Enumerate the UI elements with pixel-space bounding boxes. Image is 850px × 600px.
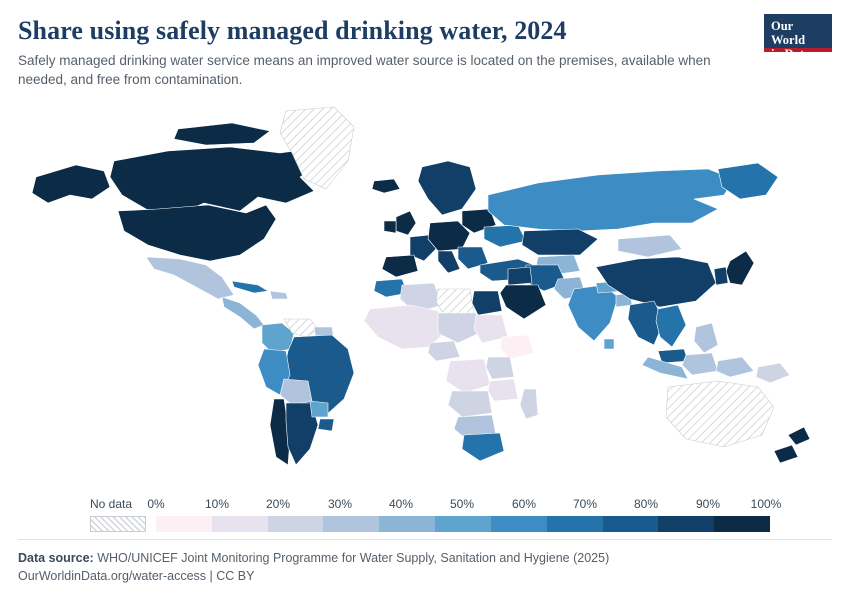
data-source-label: Data source: bbox=[18, 550, 94, 565]
country-iceland[interactable] bbox=[372, 179, 400, 193]
country-indonesia-borneo[interactable] bbox=[682, 353, 718, 375]
data-source-text: WHO/UNICEF Joint Monitoring Programme for Water Supply, Sanitation and Hygiene (2025) bbox=[97, 550, 610, 565]
country-japan[interactable] bbox=[726, 251, 754, 285]
country-russia-far-east[interactable] bbox=[718, 163, 778, 199]
legend-tick-labels bbox=[90, 497, 782, 513]
legend-swatch-80-90[interactable] bbox=[603, 516, 659, 532]
country-kenya-uganda[interactable] bbox=[486, 357, 514, 379]
legend-tick-0: 0% bbox=[147, 497, 165, 511]
country-spain-portugal[interactable] bbox=[382, 255, 418, 277]
chart-footer bbox=[18, 539, 832, 587]
page-subtitle: Safely managed drinking water service means an improved water source is located on the premises, available when needed, and free from contamination. bbox=[18, 52, 711, 87]
country-central-america[interactable] bbox=[222, 297, 264, 329]
legend-swatch-40-50[interactable] bbox=[379, 516, 435, 532]
country-hispaniola[interactable] bbox=[270, 291, 288, 299]
country-united-states[interactable] bbox=[118, 205, 276, 261]
country-indonesia-east[interactable] bbox=[716, 357, 754, 377]
legend-swatch-0-10[interactable] bbox=[156, 516, 212, 532]
country-australia[interactable] bbox=[666, 381, 774, 447]
country-mexico[interactable] bbox=[146, 257, 234, 299]
country-india[interactable] bbox=[568, 285, 618, 341]
legend-tick-70: 70% bbox=[572, 497, 598, 511]
legend-tick-50: 50% bbox=[449, 497, 475, 511]
country-united-kingdom[interactable] bbox=[396, 211, 416, 235]
country-south-africa[interactable] bbox=[462, 433, 504, 461]
country-paraguay[interactable] bbox=[310, 401, 328, 417]
country-norway-sweden-finland[interactable] bbox=[418, 161, 476, 215]
country-iraq-syria[interactable] bbox=[508, 267, 532, 285]
legend-swatch-50-60[interactable] bbox=[435, 516, 491, 532]
owid-url-link[interactable]: OurWorldinData.org/water-access bbox=[18, 569, 207, 584]
country-alaska[interactable] bbox=[32, 165, 110, 203]
legend-no-data-swatch[interactable] bbox=[90, 516, 146, 532]
legend-tick-30: 30% bbox=[327, 497, 353, 511]
country-ethiopia[interactable] bbox=[500, 335, 534, 359]
legend-tick-40: 40% bbox=[388, 497, 414, 511]
country-mongolia[interactable] bbox=[618, 235, 682, 257]
legend-tick-60: 60% bbox=[511, 497, 537, 511]
country-saudi-arabia[interactable] bbox=[500, 285, 546, 319]
legend-swatch-30-40[interactable] bbox=[323, 516, 379, 532]
country-ireland[interactable] bbox=[384, 221, 396, 233]
license-text: | CC BY bbox=[209, 569, 255, 584]
legend-tick-10: 10% bbox=[204, 497, 230, 511]
legend-no-data-label: No data bbox=[90, 497, 133, 511]
legend-tick-80: 80% bbox=[633, 497, 659, 511]
map-svg bbox=[18, 99, 832, 469]
legend-swatch-60-70[interactable] bbox=[491, 516, 547, 532]
country-canada[interactable] bbox=[110, 147, 318, 215]
country-madagascar[interactable] bbox=[520, 389, 538, 419]
country-canada-arctic[interactable] bbox=[174, 123, 270, 145]
country-italy[interactable] bbox=[438, 251, 460, 273]
country-bolivia[interactable] bbox=[280, 379, 312, 405]
country-uruguay[interactable] bbox=[318, 419, 334, 431]
legend-swatch-70-80[interactable] bbox=[547, 516, 603, 532]
legend-swatch-90-95[interactable] bbox=[658, 516, 714, 532]
logo-line-1: Our World bbox=[771, 19, 806, 47]
page-title: Share using safely managed drinking water, 2024 bbox=[18, 16, 567, 45]
world-choropleth-map[interactable] bbox=[18, 99, 832, 469]
country-sri-lanka[interactable] bbox=[604, 339, 614, 349]
footer-link-line bbox=[18, 567, 832, 586]
owid-logo[interactable] bbox=[764, 14, 832, 61]
country-korea[interactable] bbox=[714, 267, 728, 285]
country-ukraine[interactable] bbox=[484, 225, 526, 247]
country-egypt[interactable] bbox=[472, 291, 502, 315]
country-tanzania[interactable] bbox=[488, 379, 518, 401]
country-papua-new-guinea[interactable] bbox=[756, 363, 790, 383]
map-legend bbox=[90, 497, 782, 532]
data-source-line bbox=[18, 549, 832, 568]
legend-tick-100: 100% bbox=[750, 497, 782, 511]
country-philippines[interactable] bbox=[694, 323, 718, 353]
country-dr-congo[interactable] bbox=[446, 359, 490, 393]
country-angola-zambia[interactable] bbox=[448, 391, 492, 417]
legend-swatch-20-30[interactable] bbox=[268, 516, 324, 532]
country-libya[interactable] bbox=[436, 289, 474, 315]
legend-tick-20: 20% bbox=[265, 497, 291, 511]
country-new-zealand[interactable] bbox=[788, 427, 810, 445]
country-vietnam-cambodia[interactable] bbox=[656, 305, 686, 347]
country-russia[interactable] bbox=[488, 169, 734, 231]
legend-swatch-10-20[interactable] bbox=[212, 516, 268, 532]
legend-swatch-95-100[interactable] bbox=[714, 516, 770, 532]
country-kazakhstan[interactable] bbox=[522, 229, 598, 255]
chart-header bbox=[18, 16, 832, 89]
legend-color-scale[interactable] bbox=[156, 516, 770, 532]
country-nigeria[interactable] bbox=[428, 341, 460, 361]
country-new-zealand-south[interactable] bbox=[774, 445, 798, 463]
logo-line-2: in Data bbox=[771, 47, 811, 61]
legend-tick-90: 90% bbox=[695, 497, 721, 511]
country-cuba[interactable] bbox=[232, 281, 268, 293]
legend-color-bars bbox=[90, 516, 770, 532]
